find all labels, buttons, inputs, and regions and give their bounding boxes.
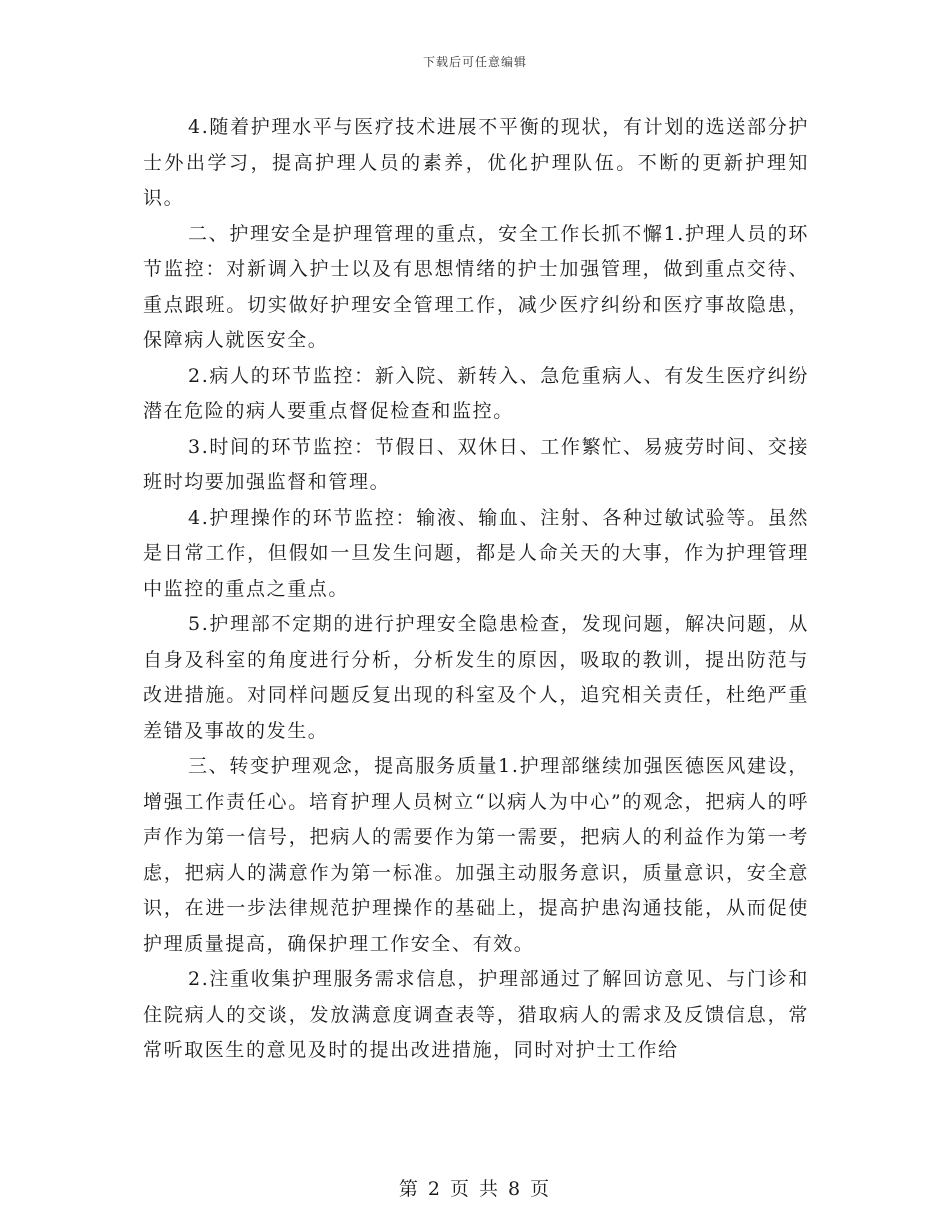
page-header: 下载后可任意编辑 bbox=[422, 55, 527, 69]
page-number: 第 2 页 共 8 页 bbox=[398, 1178, 552, 1200]
paragraph: 5.护理部不定期的进行护理安全隐患检查，发现问题，解决问题，从自身及科室的角度进行分析，分析发生的原因，吸取的教训，提出防范与改进措施。对同样问题反复出现的科室及个人，追究相关责任，杜绝严重差错及事故的发生。 bbox=[143, 613, 809, 742]
paragraph: 4.随着护理水平与医疗技术进展不平衡的现状，有计划的选送部分护士外出学习，提高护理人员的素养，优化护理队伍。不断的更新护理知识。 bbox=[143, 116, 809, 209]
paragraph: 2.病人的环节监控：新入院、新转入、急危重病人、有发生医疗纠纷潜在危险的病人要重点督促检查和监控。 bbox=[143, 364, 809, 422]
paragraph: 二、护理安全是护理管理的重点，安全工作长抓不懈1.护理人员的环节监控：对新调入护士以及有思想情绪的护士加强管理，做到重点交待、重点跟班。切实做好护理安全管理工作，减少医疗纠纷和医疗事故隐患，保障病人就医安全。 bbox=[143, 222, 809, 351]
paragraph: 4.护理操作的环节监控：输液、输血、注射、各种过敏试验等。虽然是日常工作，但假如一旦发生问题，都是人命关天的大事，作为护理管理中监控的重点之重点。 bbox=[143, 506, 809, 600]
paragraph: 2.注重收集护理服务需求信息，护理部通过了解回访意见、与门诊和住院病人的交谈，发放满意度调查表等，猎取病人的需求及反馈信息，常常听取医生的意见及时的提出改进措施，同时对护士工作给 bbox=[143, 968, 809, 1061]
paragraph: 三、转变护理观念，提高服务质量1.护理部继续加强医德医风建设，增强工作责任心。培育护理人员树立“以病人为中心”的观念，把病人的呼声作为第一信号，把病人的需要作为第一需要，把病人的利益作为第一考虑，把病人的满意作为第一标准。加强主动服务意识，质量意识，安全意识，在进一步法律规范护理操作的基础上，提高护患沟通技能，从而促使护理质量提高，确保护理工作安全、有效。 bbox=[143, 755, 809, 955]
document-body bbox=[143, 110, 809, 1069]
paragraph: 3.时间的环节监控：节假日、双休日、工作繁忙、易疲劳时间、交接班时均要加强监督和管理。 bbox=[143, 435, 809, 493]
